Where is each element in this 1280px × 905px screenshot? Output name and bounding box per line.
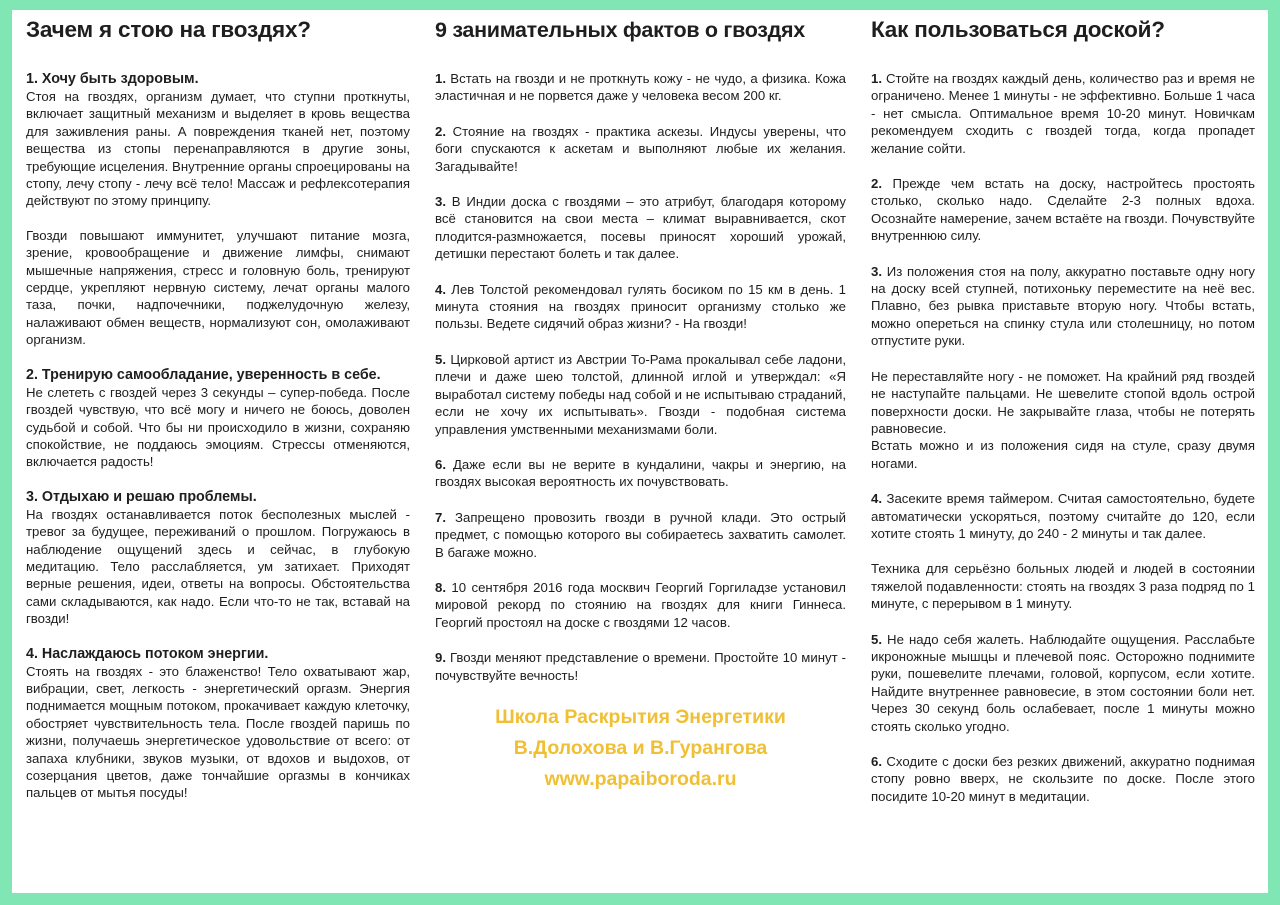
item-text: В Индии доска с гвоздями – это атрибут, благодаря которому всё становится на свои места – климат выравнивается, скот плодится-размножается, посевы приносят хороший урожай, детишки перестают болеть и так далее. — [435, 194, 846, 262]
item-text: Засеките время таймером. Считая самостоятельно, будете автоматически ускоряться, поэтому считайте до 120, если хотите стоять 1 минуту, до 240 - 2 минуты и так далее. — [871, 491, 1255, 541]
paragraph: Стоя на гвоздях, организм думает, что ступни проткнуты, включает защитный механизм и выделяет в кровь вещества для заживления раны. А повреждения тканей нет, поэтому вещества из стопы перенаправляются в другие зоны, требующие исцеления. Внутренние органы спроецированы на стопу, лечу стопу - лечу всё тело! Массаж и рефлексотерапия действуют по этому принципу. — [26, 89, 410, 209]
item-number: 4. — [435, 281, 446, 297]
item-number: 3. — [871, 263, 882, 279]
column-facts — [435, 16, 846, 795]
column-title: Как пользоваться доской? — [871, 17, 1165, 42]
column-howto — [871, 16, 1255, 823]
item-number: 7. — [435, 509, 446, 525]
item-number: 4. — [871, 491, 882, 507]
item-text: Даже если вы не верите в кундалини, чакры и энергию, на гвоздях высокая вероятность их почувствовать. — [435, 456, 846, 490]
item-text: Цирковой артист из Австрии То-Рама прокалывал себе ладони, плечи и даже шею толстой, длинной иглой и утверждал: «Я выработал систему победы над собой и не испытываю страданий, если не хочу их испытывать». Гвозди - подобная система управления умственными механизмами боли. — [435, 351, 846, 437]
fact-item — [435, 456, 846, 491]
paragraph: Встать можно и из положения сидя на стуле, сразу двумя ногами. — [871, 438, 1255, 471]
item-text: Встать на гвозди и не проткнуть кожу - не чудо, а физика. Кожа эластичная и не порвется даже у человека весом 200 кг. — [435, 71, 846, 104]
item-number: 9. — [435, 650, 446, 666]
item-number: 1. — [871, 71, 882, 86]
fact-item — [435, 193, 846, 263]
howto-item — [871, 490, 1255, 542]
item-text: Стояние на гвоздях - практика аскезы. Индусы уверены, что боги спускаются к аскетам и выполняют любые их желания. Загадывайте! — [435, 123, 846, 174]
signature-authors: В.Долохова и В.Гурангова — [513, 736, 768, 759]
howto-item — [871, 753, 1255, 805]
section-heading: 3. Отдыхаю и решаю проблемы. — [26, 488, 257, 505]
item-text: Не надо себя жалеть. Наблюдайте ощущения. Расслабьте икроножные мышцы и плечевой пояс. Осторожно поднимите руки, пошевелите плечами, головой, корпусом, если хотите. Найдите внутреннее равновесие, в этом состоянии боли нет. Через 30 секунд боль ослабевает, после 1 минуты можно стоять сколько угодно. — [871, 631, 1255, 734]
paragraph: Не переставляйте ногу - не поможет. На крайний ряд гвоздей не наступайте пальцами. Не шевелите стопой вдоль острой поверхности доски. Не закрывайте глаза, чтобы не потерять равновесие. — [871, 368, 1255, 436]
fact-item — [435, 70, 846, 105]
column-why — [26, 16, 410, 802]
item-text: Сходите с доски без резких движений, аккуратно поднимая стопу ровно вверх, не скользите по доске. После этого посидите 10-20 минут в медитации. — [871, 754, 1255, 804]
poster-sheet — [12, 10, 1268, 893]
column-title: 9 занимательных фактов о гвоздях — [435, 18, 805, 42]
item-text: Гвозди меняют представление о времени. Простойте 10 минут - почувствуйте вечность! — [435, 650, 846, 683]
paragraph: На гвоздях останавливается поток бесполезных мыслей - тревог за будущее, переживаний о прошлом. Погружаюсь в наблюдение ощущений здесь и сейчас, в глубокую медитацию. Тело расслабляется, ум затихает. Приходят верные решения, идеи, ответы на вопросы. Обстоятельства сами складываются, как надо. Если что-то не так, вставай на гвозди! — [26, 506, 410, 627]
paragraph: Техника для серьёзно больных людей и людей в состоянии тяжелой подавленности: стоять на гвоздях 3 раза подряд по 1 минуте, с перерывом в 1 минуту. — [871, 561, 1255, 612]
section-heading: 1. Хочу быть здоровым. — [26, 71, 199, 87]
school-signature — [435, 702, 846, 795]
fact-item — [435, 579, 846, 631]
item-number: 8. — [435, 579, 446, 595]
howto-item — [871, 175, 1255, 245]
fact-item — [435, 351, 846, 438]
item-number: 2. — [871, 176, 882, 192]
fact-item — [435, 509, 846, 561]
item-text: Запрещено провозить гвозди в ручной клади. Это острый предмет, с помощью которого вы собираетесь захватить самолет. В багаже можно. — [435, 509, 846, 560]
paragraph: Гвозди повышают иммунитет, улучшают питание мозга, зрение, кровообращение и движение лимфы, снимают мышечные напряжения, стресс и головную боль, тренируют сердце, укрепляют нервную систему, лечат органы малого таза, почки, надпочечники, поджелудочную железу, налаживают обмен веществ, нормализуют сон, омолаживают организм. — [26, 227, 410, 348]
item-text: Из положения стоя на полу, аккуратно поставьте одну ногу на доску всей ступней, потихоньку переместите на неё вес. Плавно, без рывка приставьте вторую ногу. Чтобы встать, можно опереться на спинку стула или столешницу, но потом отпустите руки. — [871, 263, 1255, 349]
fact-item — [435, 649, 846, 684]
item-number: 6. — [871, 754, 882, 769]
item-text: Прежде чем встать на доску, настройтесь простоять столько, сколько надо. Сделайте 2-3 полных вдоха. Осознайте намерение, зачем встаёте на гвозди. Почувствуйте внутреннюю силу. — [871, 176, 1255, 244]
column-title: Зачем я стою на гвоздях? — [26, 17, 311, 42]
item-text: Стойте на гвоздях каждый день, количество раз и время не ограничено. Менее 1 минуты - не эффективно. Больше 1 часа - нет смысла. Оптимальное время 10-20 минут. Новичкам рекомендуем сходить с гвоздей тогда, когда пропадет желание сойти. — [871, 71, 1255, 156]
section-heading: 4. Наслаждаюсь потоком энергии. — [26, 645, 269, 662]
signature-school-name: Школа Раскрытия Энергетики — [495, 705, 786, 728]
fact-item — [435, 123, 846, 175]
item-number: 5. — [871, 631, 882, 647]
item-number: 6. — [435, 456, 446, 472]
signature-website-link[interactable]: www.papaiboroda.ru — [544, 767, 737, 790]
paragraph: Стоять на гвоздях - это блаженство! Тело охватывают жар, вибрации, свет, легкость - энергетический оргазм. Энергия поднимается мощным потоком, прокачивает каждую клеточку, обостряет чувствительность тела. После гвоздей паришь по жизни, получаешь энергетическое удовольствие от всего: от запаха клубники, звуков музыки, от вдохов и выдохов, от созерцания цветов, даже тончайшие оргазмы в кончиках пальцев от мытья посуды! — [26, 663, 410, 801]
item-number: 2. — [435, 123, 446, 139]
item-number: 3. — [435, 194, 446, 210]
item-text: Лев Толстой рекомендовал гулять босиком по 15 км в день. 1 минута стояния на гвоздях приносит организму столько же пользы. Ведете сидячий образ жизни? - На гвозди! — [435, 281, 846, 332]
item-number: 5. — [435, 351, 446, 367]
howto-item — [871, 70, 1255, 157]
item-text: 10 сентября 2016 года москвич Георгий Горгиладзе установил мировой рекорд по стоянию на гвоздях для книги Гиннеса. Георгий простоял на доске с гвоздями 12 часов. — [435, 579, 846, 630]
section-heading: 2. Тренирую самообладание, уверенность в себе. — [26, 366, 381, 383]
fact-item — [435, 281, 846, 333]
howto-item — [871, 263, 1255, 350]
item-number: 1. — [435, 71, 446, 86]
howto-item — [871, 631, 1255, 735]
paragraph: Не слететь с гвоздей через 3 секунды – супер-победа. После гвоздей чувствую, что всё могу и ничего не боюсь, доволен судьбой и собой. Что бы ни происходило в жизни, сохраняю спокойствие, не поддаюсь эмоциям. Стрессы отменяются, включается радость! — [26, 384, 410, 470]
